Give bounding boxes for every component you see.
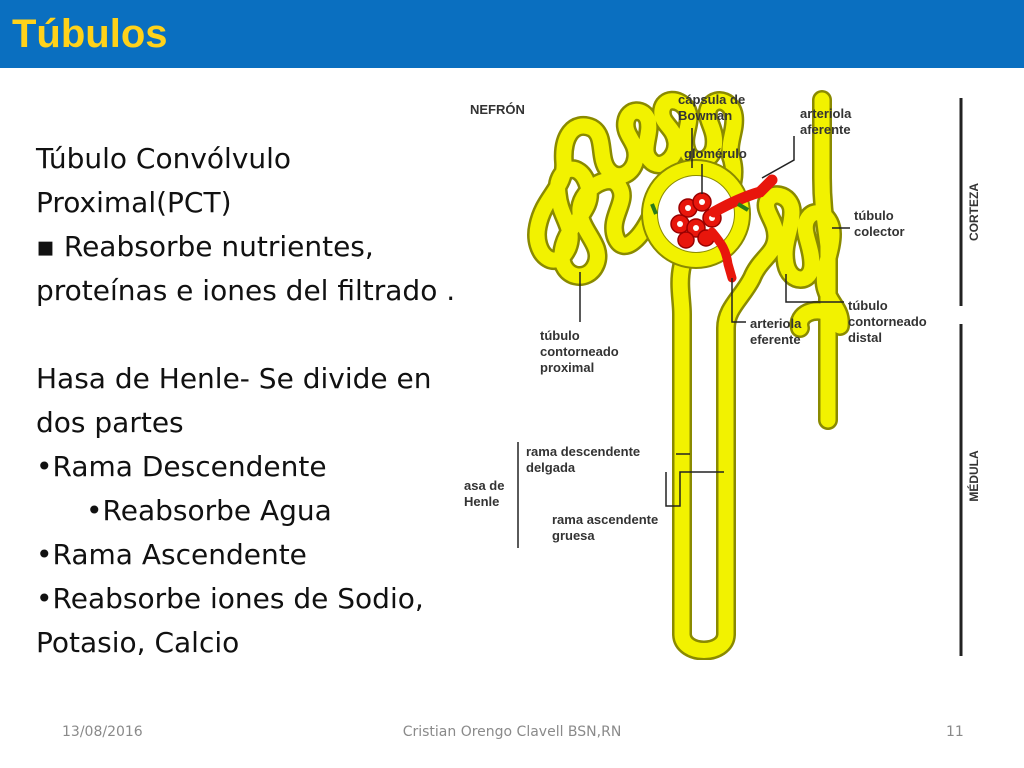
glomerulus-lumen: [677, 221, 683, 227]
body-line: ▪ Reabsorbe nutrientes,: [36, 230, 374, 263]
label-afferent-line: aferente: [800, 122, 851, 137]
afferent-leader: [762, 136, 794, 178]
body-line: •Reabsorbe iones de Sodio,: [36, 582, 424, 615]
label-afferent-line: arteriola: [800, 106, 852, 121]
label-efferent-line: arteriola: [750, 316, 802, 331]
body-line: proteínas e iones del filtrado .: [36, 274, 456, 307]
label-thick-ascending-line: rama ascendente: [552, 512, 659, 527]
diagram-heading: NEFRÓN: [470, 102, 525, 117]
body-line: dos partes: [36, 406, 184, 439]
label-efferent-line: eferente: [750, 332, 801, 347]
label-distal-line: contorneado: [848, 314, 927, 329]
label-thick-ascending-line: gruesa: [552, 528, 595, 543]
slide-title: Túbulos: [12, 12, 168, 56]
label-proximal-line: contorneado: [540, 344, 619, 359]
label-proximal-line: túbulo: [540, 328, 580, 343]
zone-medulla-label: MÉDULA: [967, 450, 981, 502]
nephron-diagram: [456, 78, 996, 660]
body-line: •Rama Descendente: [36, 450, 327, 483]
label-henle-line: Henle: [464, 494, 500, 509]
body-spacer: [36, 313, 506, 357]
title-bar: [0, 0, 1024, 68]
label-thin-descending-line: rama descendente: [526, 444, 641, 459]
body-line: Hasa de Henle- Se divide en: [36, 362, 432, 395]
label-collecting-line: túbulo: [854, 208, 894, 223]
collecting-duct: [822, 100, 828, 420]
body-line: Túbulo Convólvulo: [36, 142, 292, 175]
label-proximal-line: proximal: [540, 360, 595, 375]
label-glomerulus-line: glomérulo: [684, 146, 747, 161]
footer-page-number: 11: [946, 724, 964, 740]
label-henle-line: asa de: [464, 478, 505, 493]
body-line: •Rama Ascendente: [36, 538, 307, 571]
footer-date: 13/08/2016: [62, 724, 143, 740]
body-line: •Reabsorbe Agua: [86, 494, 332, 527]
label-collecting-line: colector: [854, 224, 905, 239]
glomerulus-lumen: [685, 205, 691, 211]
label-distal-line: distal: [848, 330, 882, 345]
label-distal-line: túbulo: [848, 298, 888, 313]
footer-author: Cristian Orengo Clavell BSN,RN: [402, 724, 622, 740]
body-line: Potasio, Calcio: [36, 626, 240, 659]
glomerulus-lumen: [693, 225, 699, 231]
label-thin-descending-line: delgada: [526, 460, 576, 475]
body-line: Proximal(PCT): [36, 186, 232, 219]
glomerulus-lumen: [699, 199, 705, 205]
glomerulus-loop: [678, 232, 694, 248]
slide-body: [36, 137, 506, 665]
loop-descending: [682, 434, 726, 651]
label-capsule-line: Bowman: [678, 108, 733, 123]
zone-cortex-label: CORTEZA: [967, 183, 981, 241]
label-capsule-line: cápsula de: [678, 92, 746, 107]
bowman-capsule: [650, 168, 742, 260]
